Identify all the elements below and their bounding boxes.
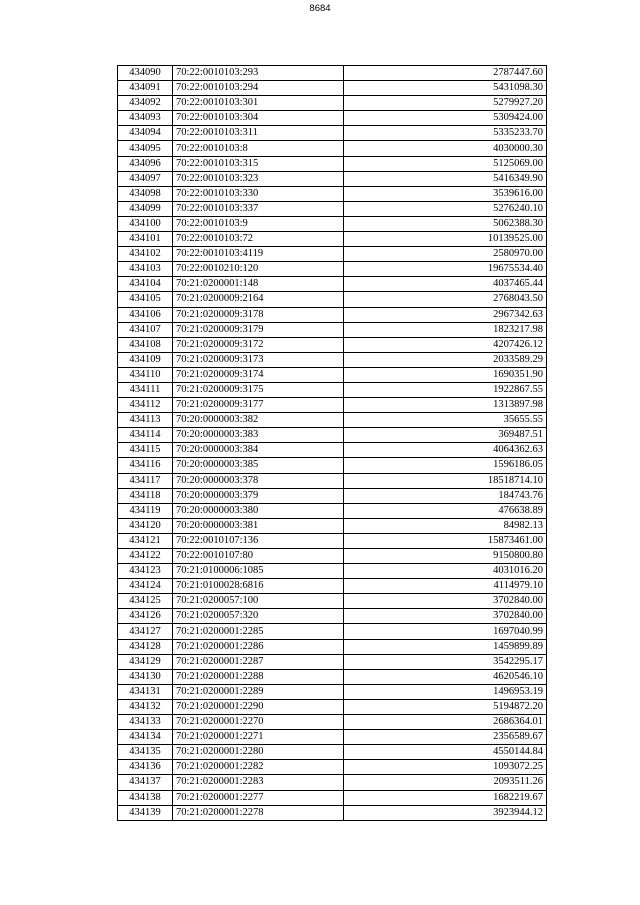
cadastral-value-cell: 4030000.30 [344, 141, 547, 156]
table-row [118, 141, 547, 156]
cadastral-value-cell: 1823217.98 [344, 322, 547, 337]
cadastral-number-cell: 70:22:0010103:72 [173, 232, 344, 247]
row-id-cell: 434109 [118, 352, 173, 367]
table-row [118, 684, 547, 699]
cadastral-number-cell: 70:20:0000003:380 [173, 503, 344, 518]
table-row [118, 96, 547, 111]
table-row [118, 216, 547, 231]
table-row [118, 413, 547, 428]
table-row [118, 307, 547, 322]
table-row [118, 624, 547, 639]
row-id-cell: 434126 [118, 609, 173, 624]
table-row [118, 609, 547, 624]
cadastral-value-cell: 3542295.17 [344, 654, 547, 669]
cadastral-number-cell: 70:22:0010210:120 [173, 262, 344, 277]
row-id-cell: 434127 [118, 624, 173, 639]
row-id-cell: 434107 [118, 322, 173, 337]
table-row [118, 382, 547, 397]
table-row [118, 518, 547, 533]
cadastral-number-cell: 70:22:0010107:136 [173, 533, 344, 548]
cadastral-number-cell: 70:22:0010103:304 [173, 111, 344, 126]
cadastral-value-cell: 84982.13 [344, 518, 547, 533]
cadastral-value-cell: 9150800.80 [344, 549, 547, 564]
cadastral-number-cell: 70:22:0010103:4119 [173, 247, 344, 262]
cadastral-value-cell: 1596186.05 [344, 458, 547, 473]
cadastral-value-cell: 5276240.10 [344, 201, 547, 216]
table-row [118, 579, 547, 594]
row-id-cell: 434137 [118, 775, 173, 790]
cadastral-number-cell: 70:21:0200009:3178 [173, 307, 344, 322]
row-id-cell: 434093 [118, 111, 173, 126]
row-id-cell: 434139 [118, 805, 173, 820]
row-id-cell: 434132 [118, 699, 173, 714]
cadastral-value-cell: 2967342.63 [344, 307, 547, 322]
cadastral-number-cell: 70:21:0200001:2290 [173, 699, 344, 714]
cadastral-number-cell: 70:22:0010103:293 [173, 66, 344, 81]
row-id-cell: 434104 [118, 277, 173, 292]
table-row [118, 322, 547, 337]
cadastral-number-cell: 70:21:0200001:2278 [173, 805, 344, 820]
row-id-cell: 434133 [118, 715, 173, 730]
table-row [118, 805, 547, 820]
table-row [118, 277, 547, 292]
cadastral-value-cell: 5125069.00 [344, 156, 547, 171]
cadastral-value-cell: 4114979.10 [344, 579, 547, 594]
row-id-cell: 434128 [118, 639, 173, 654]
cadastral-number-cell: 70:21:0200001:2288 [173, 669, 344, 684]
cadastral-value-cell: 1093072.25 [344, 760, 547, 775]
cadastral-value-cell: 1459899.89 [344, 639, 547, 654]
table-row [118, 247, 547, 262]
row-id-cell: 434098 [118, 186, 173, 201]
row-id-cell: 434090 [118, 66, 173, 81]
row-id-cell: 434134 [118, 730, 173, 745]
row-id-cell: 434135 [118, 745, 173, 760]
cadastral-value-cell: 15873461.00 [344, 533, 547, 548]
cadastral-number-cell: 70:22:0010103:294 [173, 81, 344, 96]
cadastral-value-cell: 3702840.00 [344, 594, 547, 609]
row-id-cell: 434125 [118, 594, 173, 609]
row-id-cell: 434101 [118, 232, 173, 247]
cadastral-number-cell: 70:21:0200009:3174 [173, 367, 344, 382]
cadastral-number-cell: 70:20:0000003:385 [173, 458, 344, 473]
row-id-cell: 434120 [118, 518, 173, 533]
cadastral-number-cell: 70:22:0010103:311 [173, 126, 344, 141]
cadastral-value-cell: 1682219.67 [344, 790, 547, 805]
cadastral-number-cell: 70:21:0200001:2277 [173, 790, 344, 805]
row-id-cell: 434108 [118, 337, 173, 352]
cadastral-value-cell: 3702840.00 [344, 609, 547, 624]
cadastral-value-cell: 3539616.00 [344, 186, 547, 201]
row-id-cell: 434138 [118, 790, 173, 805]
cadastral-number-cell: 70:21:0200001:2286 [173, 639, 344, 654]
row-id-cell: 434092 [118, 96, 173, 111]
cadastral-number-cell: 70:21:0200001:148 [173, 277, 344, 292]
table-row [118, 790, 547, 805]
row-id-cell: 434105 [118, 292, 173, 307]
cadastral-number-cell: 70:21:0200009:3175 [173, 382, 344, 397]
table-row [118, 699, 547, 714]
table-row [118, 654, 547, 669]
table-row [118, 186, 547, 201]
cadastral-number-cell: 70:21:0200001:2271 [173, 730, 344, 745]
cadastral-value-cell: 476638.89 [344, 503, 547, 518]
cadastral-number-cell: 70:21:0200001:2280 [173, 745, 344, 760]
page-number: 8684 [309, 3, 331, 14]
cadastral-number-cell: 70:21:0200001:2282 [173, 760, 344, 775]
table-row [118, 549, 547, 564]
row-id-cell: 434106 [118, 307, 173, 322]
cadastral-value-cell: 1690351.90 [344, 367, 547, 382]
table-row [118, 81, 547, 96]
table-row [118, 488, 547, 503]
table-row [118, 398, 547, 413]
table-row [118, 126, 547, 141]
table-row [118, 669, 547, 684]
cadastral-number-cell: 70:22:0010103:337 [173, 201, 344, 216]
table-row [118, 171, 547, 186]
cadastral-number-cell: 70:22:0010103:9 [173, 216, 344, 231]
table-row [118, 443, 547, 458]
row-id-cell: 434114 [118, 428, 173, 443]
cadastral-value-cell: 5194872.20 [344, 699, 547, 714]
cadastral-number-cell: 70:20:0000003:384 [173, 443, 344, 458]
cadastral-number-cell: 70:21:0200001:2285 [173, 624, 344, 639]
cadastral-value-cell: 2580970.00 [344, 247, 547, 262]
row-id-cell: 434110 [118, 367, 173, 382]
cadastral-value-cell: 5431098.30 [344, 81, 547, 96]
cadastral-number-cell: 70:22:0010103:8 [173, 141, 344, 156]
row-id-cell: 434091 [118, 81, 173, 96]
cadastral-number-cell: 70:22:0010103:323 [173, 171, 344, 186]
cadastral-value-cell: 1313897.98 [344, 398, 547, 413]
table-row [118, 201, 547, 216]
row-id-cell: 434095 [118, 141, 173, 156]
row-id-cell: 434130 [118, 669, 173, 684]
cadastral-number-cell: 70:21:0200009:3173 [173, 352, 344, 367]
table-row [118, 473, 547, 488]
cadastral-value-cell: 4620546.10 [344, 669, 547, 684]
table-row [118, 232, 547, 247]
cadastral-value-cell: 10139525.00 [344, 232, 547, 247]
row-id-cell: 434118 [118, 488, 173, 503]
cadastral-number-cell: 70:21:0200057:320 [173, 609, 344, 624]
row-id-cell: 434129 [118, 654, 173, 669]
cadastral-number-cell: 70:20:0000003:379 [173, 488, 344, 503]
table-row [118, 715, 547, 730]
row-id-cell: 434113 [118, 413, 173, 428]
table-row [118, 111, 547, 126]
table-row [118, 594, 547, 609]
row-id-cell: 434103 [118, 262, 173, 277]
table-row [118, 639, 547, 654]
row-id-cell: 434122 [118, 549, 173, 564]
row-id-cell: 434115 [118, 443, 173, 458]
cadastral-value-cell: 1922867.55 [344, 382, 547, 397]
cadastral-value-cell: 2686364.01 [344, 715, 547, 730]
cadastral-number-cell: 70:20:0000003:382 [173, 413, 344, 428]
table-row [118, 66, 547, 81]
table-row [118, 564, 547, 579]
cadastral-value-cell: 2356589.67 [344, 730, 547, 745]
cadastral-number-cell: 70:21:0200009:3172 [173, 337, 344, 352]
cadastral-value-cell: 2033589.29 [344, 352, 547, 367]
cadastral-number-cell: 70:21:0200009:2164 [173, 292, 344, 307]
table-row [118, 760, 547, 775]
cadastral-number-cell: 70:21:0200001:2270 [173, 715, 344, 730]
cadastral-number-cell: 70:20:0000003:378 [173, 473, 344, 488]
cadastral-value-cell: 1496953.19 [344, 684, 547, 699]
cadastral-value-cell: 1697040.99 [344, 624, 547, 639]
cadastral-value-cell: 4031016.20 [344, 564, 547, 579]
cadastral-number-cell: 70:21:0200001:2287 [173, 654, 344, 669]
cadastral-number-cell: 70:22:0010107:80 [173, 549, 344, 564]
row-id-cell: 434099 [118, 201, 173, 216]
row-id-cell: 434124 [118, 579, 173, 594]
cadastral-value-cell: 4207426.12 [344, 337, 547, 352]
table-row [118, 730, 547, 745]
table-row [118, 367, 547, 382]
row-id-cell: 434116 [118, 458, 173, 473]
cadastral-value-cell: 35655.55 [344, 413, 547, 428]
cadastral-value-cell: 2768043.50 [344, 292, 547, 307]
cadastral-value-cell: 19675534.40 [344, 262, 547, 277]
row-id-cell: 434123 [118, 564, 173, 579]
table-row [118, 428, 547, 443]
cadastral-value-cell: 5416349.90 [344, 171, 547, 186]
cadastral-value-cell: 5062388.30 [344, 216, 547, 231]
table-row [118, 503, 547, 518]
table-row [118, 352, 547, 367]
table-row [118, 745, 547, 760]
row-id-cell: 434117 [118, 473, 173, 488]
row-id-cell: 434121 [118, 533, 173, 548]
cadastral-number-cell: 70:21:0200001:2289 [173, 684, 344, 699]
cadastral-value-cell: 369487.51 [344, 428, 547, 443]
cadastral-value-cell: 5279927.20 [344, 96, 547, 111]
cadastral-number-cell: 70:22:0010103:301 [173, 96, 344, 111]
cadastral-number-cell: 70:21:0200009:3179 [173, 322, 344, 337]
cadastral-value-cell: 5309424.00 [344, 111, 547, 126]
cadastral-number-cell: 70:22:0010103:330 [173, 186, 344, 201]
row-id-cell: 434097 [118, 171, 173, 186]
table-row [118, 156, 547, 171]
cadastral-value-cell: 3923944.12 [344, 805, 547, 820]
table-row [118, 292, 547, 307]
cadastral-value-cell: 4064362.63 [344, 443, 547, 458]
row-id-cell: 434119 [118, 503, 173, 518]
cadastral-number-cell: 70:20:0000003:383 [173, 428, 344, 443]
cadastral-value-cell: 2093511.26 [344, 775, 547, 790]
cadastral-value-cell: 184743.76 [344, 488, 547, 503]
row-id-cell: 434112 [118, 398, 173, 413]
cadastral-value-cell: 4037465.44 [344, 277, 547, 292]
cadastral-number-cell: 70:20:0000003:381 [173, 518, 344, 533]
row-id-cell: 434111 [118, 382, 173, 397]
cadastral-value-cell: 4550144.84 [344, 745, 547, 760]
row-id-cell: 434136 [118, 760, 173, 775]
cadastral-value-cell: 2787447.60 [344, 66, 547, 81]
table-row [118, 458, 547, 473]
cadastral-number-cell: 70:21:0200001:2283 [173, 775, 344, 790]
table-row [118, 533, 547, 548]
table-body [118, 66, 547, 821]
table-row [118, 262, 547, 277]
cadastral-number-cell: 70:21:0200057:100 [173, 594, 344, 609]
cadastral-value-cell: 5335233.70 [344, 126, 547, 141]
table-row [118, 775, 547, 790]
cadastral-number-cell: 70:21:0100006:1085 [173, 564, 344, 579]
cadastral-number-cell: 70:22:0010103:315 [173, 156, 344, 171]
row-id-cell: 434102 [118, 247, 173, 262]
row-id-cell: 434096 [118, 156, 173, 171]
cadastral-number-cell: 70:21:0100028:6816 [173, 579, 344, 594]
row-id-cell: 434100 [118, 216, 173, 231]
row-id-cell: 434131 [118, 684, 173, 699]
table-row [118, 337, 547, 352]
cadastral-value-table [117, 65, 547, 821]
cadastral-number-cell: 70:21:0200009:3177 [173, 398, 344, 413]
row-id-cell: 434094 [118, 126, 173, 141]
cadastral-value-cell: 18518714.10 [344, 473, 547, 488]
